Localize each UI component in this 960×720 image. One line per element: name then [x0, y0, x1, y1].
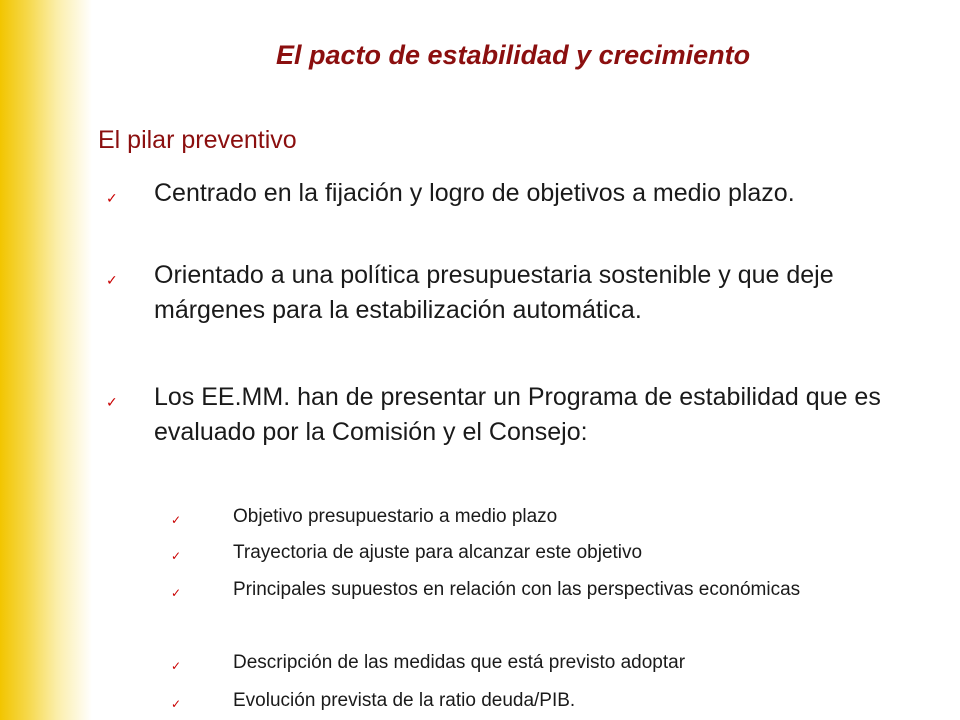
bullet-item	[106, 176, 906, 211]
checkmark-icon: ✓	[106, 395, 118, 411]
sub-bullet-text: Objetivo presupuestario a medio plazo	[233, 506, 558, 527]
bullet-text: Los EE.MM. han de presentar un Programa de estabilidad que es evaluado por la Comisión y el Consejo:	[154, 383, 881, 446]
checkmark-icon: ✓	[106, 191, 118, 207]
bullet-text: Orientado a una política presupuestaria sostenible y que deje márgenes para la estabilización automática.	[154, 261, 834, 324]
bullet-item	[106, 380, 906, 450]
bullet-item	[106, 258, 906, 328]
checkmark-icon: ✓	[171, 549, 182, 563]
side-gradient-band	[0, 0, 92, 720]
bullet-text: Centrado en la fijación y logro de objetivos a medio plazo.	[154, 179, 795, 207]
checkmark-icon: ✓	[106, 273, 118, 289]
checkmark-icon: ✓	[171, 697, 182, 711]
sub-bullet-text: Evolución prevista de la ratio deuda/PIB.	[233, 690, 576, 711]
sub-bullet-item	[171, 540, 911, 565]
sub-bullet-text: Descripción de las medidas que está previsto adoptar	[233, 652, 686, 673]
sub-bullet-item	[171, 688, 911, 713]
checkmark-icon: ✓	[171, 513, 182, 527]
section-heading: El pilar preventivo	[98, 126, 297, 154]
sub-bullet-text: Trayectoria de ajuste para alcanzar este objetivo	[233, 542, 643, 563]
sub-bullet-item	[171, 504, 911, 529]
slide-title: El pacto de estabilidad y crecimiento	[276, 40, 751, 70]
sub-bullet-item	[171, 577, 911, 602]
checkmark-icon: ✓	[171, 659, 182, 673]
checkmark-icon: ✓	[171, 586, 182, 600]
sub-bullet-item	[171, 650, 911, 675]
sub-bullet-text: Principales supuestos en relación con las perspectivas económicas	[233, 579, 801, 600]
